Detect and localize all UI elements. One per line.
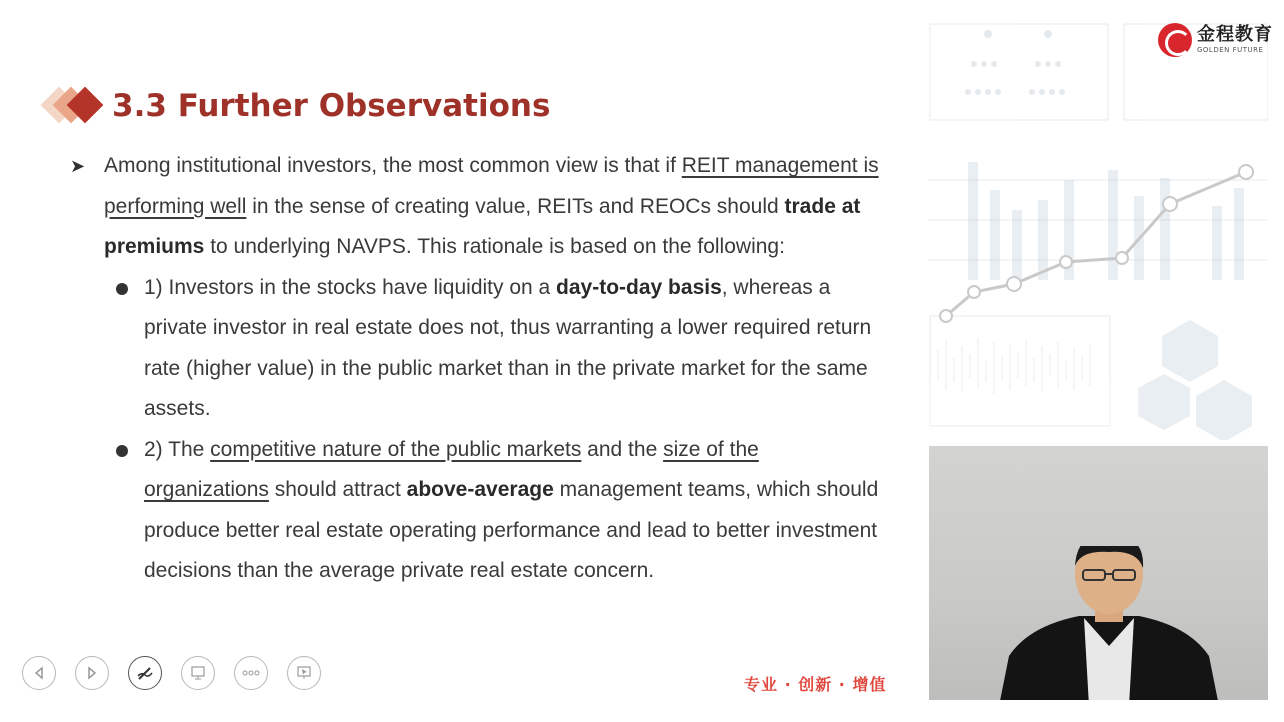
title-diamond-icon	[40, 84, 108, 128]
bullet-text: should attract	[268, 478, 407, 501]
logo-icon	[1158, 23, 1192, 57]
pen-tool-button[interactable]	[128, 656, 162, 690]
bullet-text: , whereas a private investor in real estate does not, thus warranting a lower required return rate (higher value) in the public market than in the private market for the same assets.	[144, 275, 872, 420]
previous-slide-button[interactable]	[22, 656, 56, 690]
screen-icon	[190, 665, 206, 681]
slide-overview-button[interactable]	[181, 656, 215, 690]
sub-bullet-2	[70, 430, 880, 592]
underlined-text: competitive nature of the public markets	[210, 437, 582, 461]
pointer-tool-button[interactable]	[287, 656, 321, 690]
bold-text: trade at premiums	[104, 194, 861, 258]
presentation-toolbar	[22, 656, 321, 690]
slide-body	[70, 146, 880, 592]
chevron-left-icon	[32, 666, 46, 680]
bold-text: above-average	[406, 478, 554, 501]
underlined-text: size of the organizations	[144, 437, 759, 501]
bold-text: day-to-day basis	[556, 275, 722, 299]
bullet-text: management teams, which should produce better real estate operating performance and lead to better investment decisions than the average private real estate concern.	[144, 478, 879, 582]
presenter-image	[999, 546, 1219, 700]
brand-logo	[1158, 22, 1273, 58]
bullet-text: to underlying NAVPS. This rationale is based on the following:	[204, 235, 785, 258]
monitor-pointer-icon	[296, 665, 312, 681]
bullet-text: and the	[581, 437, 664, 461]
pen-icon	[136, 664, 154, 682]
slide-title: 3.3 Further Observations	[112, 88, 551, 124]
bullet-text: 1) Investors in the stocks have liquidity on a	[144, 275, 557, 299]
logo-text-cn: 金程教育	[1197, 24, 1273, 45]
main-bullet	[70, 146, 880, 268]
bullet-dot-icon	[116, 283, 128, 295]
arrow-bullet-icon: ➤	[70, 156, 86, 176]
webcam-video	[929, 446, 1268, 700]
decorative-infographic	[928, 20, 1268, 440]
next-slide-button[interactable]	[75, 656, 109, 690]
slide-title-row	[40, 84, 550, 128]
logo-text-en: GOLDEN FUTURE	[1197, 46, 1264, 54]
bullet-text: Among institutional investors, the most common view is that if	[104, 154, 682, 177]
ellipsis-icon	[242, 669, 260, 677]
chevron-right-icon	[85, 666, 99, 680]
bullet-dot-icon	[116, 445, 128, 457]
bullet-text: in the sense of creating value, REITs and REOCs should	[246, 194, 785, 218]
underlined-text: REIT management is performing well	[104, 154, 879, 218]
more-options-button[interactable]	[234, 656, 268, 690]
bullet-text: 2) The	[144, 437, 211, 461]
sub-bullet-1	[70, 268, 880, 430]
slogan: 专业 · 创新 · 增值	[744, 675, 887, 694]
